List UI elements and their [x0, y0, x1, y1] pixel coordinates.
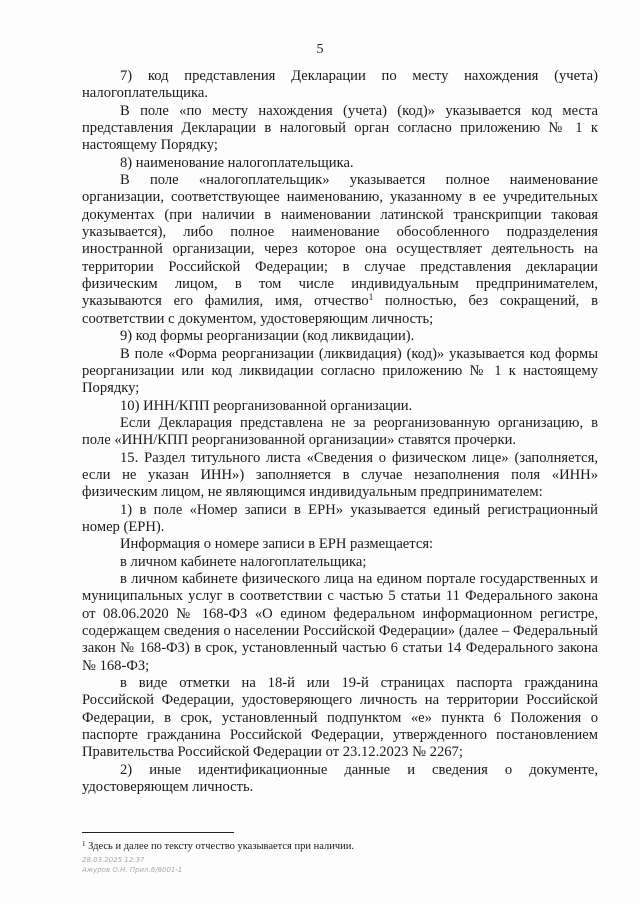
- page-number: 5: [316, 42, 324, 57]
- paragraph: 9) код формы реорганизации (код ликвидации).: [120, 328, 415, 345]
- document-stamp-date: 28.03.2025 12:37: [82, 856, 145, 864]
- paragraph: Если Декларация представлена не за реорганизованную организацию, в поле «ИНН/КПП реорганизованной организации» ставятся прочерки.: [82, 414, 598, 449]
- footnote-separator: [82, 832, 234, 833]
- paragraph: Информация о номере записи в ЕРН размещается:: [120, 536, 434, 553]
- paragraph: в личном кабинете налогоплательщика;: [120, 553, 367, 570]
- paragraph: 15. Раздел титульного листа «Сведения о физическом лице» (заполняется, если не указан ИНН») заполняется в случае незаполнения поля «ИНН» физическим лицом, не являющимся индивидуальным предпринимателем:: [82, 449, 598, 501]
- footnote-reference: 1: [368, 292, 374, 303]
- paragraph-text-tail: полностью, без сокращений, в соответствии с документом, удостоверяющим личность;: [82, 293, 598, 327]
- paragraph: 10) ИНН/КПП реорганизованной организации.: [120, 397, 413, 414]
- paragraph: В поле «Форма реорганизации (ликвидация) (код)» указывается код формы реорганизации или код ликвидации согласно приложению № 1 к настоящему Порядку;: [82, 345, 598, 397]
- paragraph: В поле «по месту нахождения (учета) (код)» указывается код места представления Декларации в налоговый орган согласно приложению № 1 к настоящему Порядку;: [82, 102, 598, 154]
- footnote: [82, 840, 602, 853]
- paragraph-with-footnote: [82, 172, 598, 328]
- paragraph: 2) иные идентификационные данные и сведения о документе, удостоверяющем личность.: [82, 761, 598, 796]
- footnote-marker: 1: [82, 840, 86, 848]
- paragraph: 1) в поле «Номер записи в ЕРН» указывается единый регистрационный номер (ЕРН).: [82, 501, 598, 535]
- paragraph: 8) наименование налогоплательщика.: [120, 154, 354, 171]
- paragraph: в личном кабинете физического лица на едином портале государственных и муниципальных услуг в соответствии с частью 5 статьи 11 Федерального закона от 08.06.2020 № 168-ФЗ «О едином федеральном информационном регистре, содержащем сведения о населении Российской Федерации» (далее – Федеральный закон № 168-ФЗ) в срок, установленный частью 6 статьи 14 Федерального закона № 168-ФЗ;: [82, 570, 598, 674]
- document-stamp-id: Ажуров О.Н. Прил.6/8001-1: [82, 866, 183, 874]
- paragraph: 7) код представления Декларации по месту нахождения (учета) налогоплательщика.: [82, 68, 598, 102]
- footnote-text: Здесь и далее по тексту отчество указывается при наличии.: [88, 841, 354, 852]
- paragraph: в виде отметки на 18-й или 19-й страницах паспорта гражданина Российской Федерации, удостоверяющего личность на территории Российской Федерации, в срок, установленный подпунктом «е» пункта 6 Положения о паспорте гражданина Российской Федерации, утвержденного постановлением Правительства Российской Федерации от 23.12.2023 № 2267;: [82, 675, 598, 761]
- paragraph-text: В поле «налогоплательщик» указывается полное наименование организации, соответствующее наименованию, указанному в ее учредительных документах (при наличии в наименовании латинской транскрипции таковая указывается), либо полное наименование обособленного подразделения иностранной организации, через которое она осуществляет деятельность на территории Российской Федерации; в случае представления декларации физическим лицом, в том числе индивидуальным предпринимателем, указываются его фамилия, имя, отчество: [82, 172, 598, 310]
- document-body: [82, 68, 598, 796]
